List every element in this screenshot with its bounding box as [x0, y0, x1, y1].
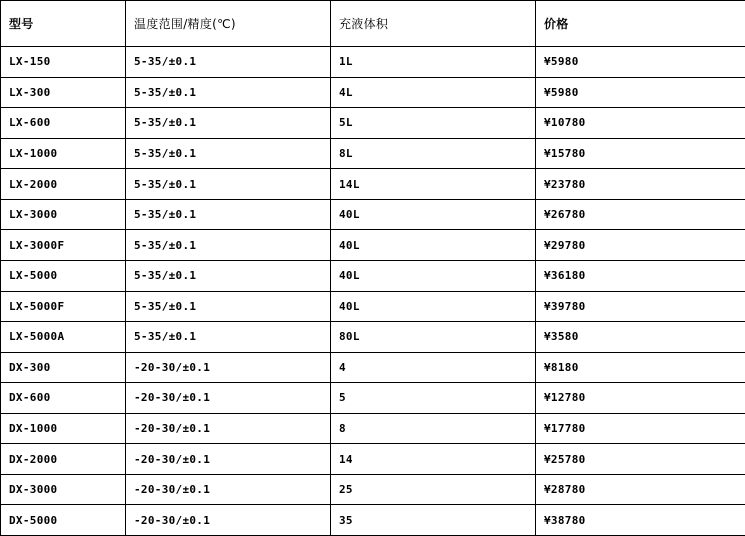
cell-fill-volume: 40L — [331, 230, 536, 261]
cell-temperature-range: 5-35/±0.1 — [126, 138, 331, 169]
cell-model: LX-600 — [1, 108, 126, 139]
cell-fill-volume: 80L — [331, 322, 536, 353]
cell-model: LX-1000 — [1, 138, 126, 169]
cell-fill-volume: 4 — [331, 352, 536, 383]
cell-temperature-range: -20-30/±0.1 — [126, 505, 331, 536]
cell-temperature-range: -20-30/±0.1 — [126, 444, 331, 475]
cell-temperature-range: -20-30/±0.1 — [126, 474, 331, 505]
cell-fill-volume: 5 — [331, 383, 536, 414]
cell-price: ¥39780 — [536, 291, 745, 322]
table-row — [1, 383, 745, 414]
cell-model: LX-3000F — [1, 230, 126, 261]
cell-model: LX-3000 — [1, 199, 126, 230]
cell-fill-volume: 1L — [331, 47, 536, 78]
cell-fill-volume: 40L — [331, 291, 536, 322]
cell-fill-volume: 4L — [331, 77, 536, 108]
cell-fill-volume: 25 — [331, 474, 536, 505]
cell-price: ¥36180 — [536, 260, 745, 291]
cell-fill-volume: 14L — [331, 169, 536, 200]
cell-price: ¥25780 — [536, 444, 745, 475]
cell-temperature-range: -20-30/±0.1 — [126, 352, 331, 383]
cell-price: ¥26780 — [536, 199, 745, 230]
table-header — [1, 1, 745, 47]
table-row — [1, 199, 745, 230]
cell-model: DX-3000 — [1, 474, 126, 505]
table-row — [1, 322, 745, 353]
table-body — [1, 47, 745, 536]
cell-model: LX-5000 — [1, 260, 126, 291]
cell-model: LX-5000A — [1, 322, 126, 353]
header-fill-volume: 充液体积 — [331, 1, 536, 47]
cell-model: DX-2000 — [1, 444, 126, 475]
cell-price: ¥38780 — [536, 505, 745, 536]
header-row — [1, 1, 745, 47]
cell-model: LX-5000F — [1, 291, 126, 322]
table-row — [1, 352, 745, 383]
cell-temperature-range: 5-35/±0.1 — [126, 230, 331, 261]
cell-price: ¥15780 — [536, 138, 745, 169]
cell-price: ¥29780 — [536, 230, 745, 261]
cell-fill-volume: 35 — [331, 505, 536, 536]
table-row — [1, 169, 745, 200]
cell-fill-volume: 14 — [331, 444, 536, 475]
cell-price: ¥8180 — [536, 352, 745, 383]
cell-price: ¥12780 — [536, 383, 745, 414]
cell-price: ¥28780 — [536, 474, 745, 505]
cell-model: DX-600 — [1, 383, 126, 414]
table-row — [1, 260, 745, 291]
cell-price: ¥3580 — [536, 322, 745, 353]
cell-temperature-range: -20-30/±0.1 — [126, 383, 331, 414]
cell-temperature-range: 5-35/±0.1 — [126, 77, 331, 108]
cell-temperature-range: -20-30/±0.1 — [126, 413, 331, 444]
header-model: 型号 — [1, 1, 126, 47]
cell-model: LX-150 — [1, 47, 126, 78]
cell-fill-volume: 40L — [331, 260, 536, 291]
table-row — [1, 47, 745, 78]
cell-temperature-range: 5-35/±0.1 — [126, 260, 331, 291]
cell-model: LX-300 — [1, 77, 126, 108]
cell-model: LX-2000 — [1, 169, 126, 200]
cell-temperature-range: 5-35/±0.1 — [126, 199, 331, 230]
cell-model: DX-1000 — [1, 413, 126, 444]
table-row — [1, 77, 745, 108]
cell-fill-volume: 5L — [331, 108, 536, 139]
cell-temperature-range: 5-35/±0.1 — [126, 169, 331, 200]
table-row — [1, 291, 745, 322]
table-row — [1, 138, 745, 169]
cell-price: ¥5980 — [536, 47, 745, 78]
cell-temperature-range: 5-35/±0.1 — [126, 322, 331, 353]
cell-model: DX-5000 — [1, 505, 126, 536]
cell-temperature-range: 5-35/±0.1 — [126, 108, 331, 139]
table-row — [1, 413, 745, 444]
cell-price: ¥10780 — [536, 108, 745, 139]
cell-price: ¥23780 — [536, 169, 745, 200]
cell-fill-volume: 8L — [331, 138, 536, 169]
table-row — [1, 230, 745, 261]
cell-price: ¥17780 — [536, 413, 745, 444]
table-row — [1, 505, 745, 536]
header-price: 价格 — [536, 1, 745, 47]
cell-model: DX-300 — [1, 352, 126, 383]
cell-temperature-range: 5-35/±0.1 — [126, 291, 331, 322]
table-row — [1, 474, 745, 505]
cell-fill-volume: 8 — [331, 413, 536, 444]
cell-price: ¥5980 — [536, 77, 745, 108]
header-temperature-range: 温度范围/精度(℃) — [126, 1, 331, 47]
table-row — [1, 444, 745, 475]
cell-temperature-range: 5-35/±0.1 — [126, 47, 331, 78]
cell-fill-volume: 40L — [331, 199, 536, 230]
table-row — [1, 108, 745, 139]
